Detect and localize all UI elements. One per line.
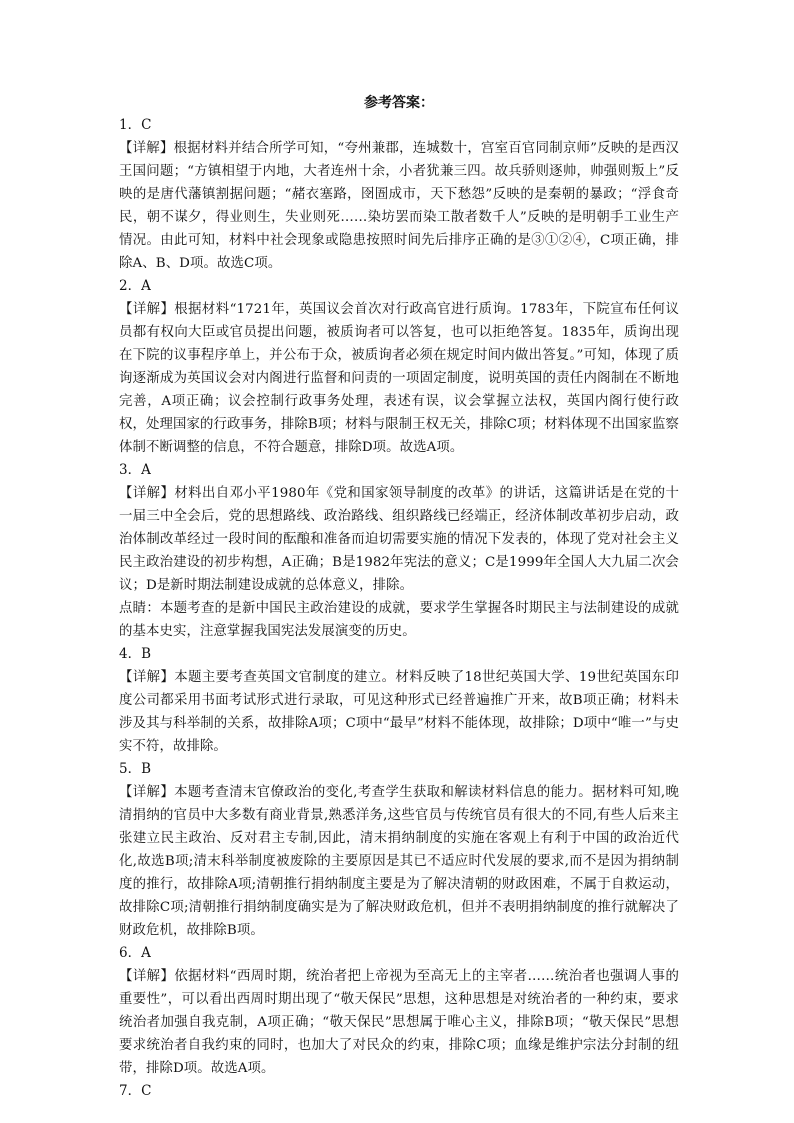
answer-item [119, 758, 679, 942]
answer-number: 1．C [119, 117, 152, 133]
answer-number: 6．A [119, 945, 151, 961]
answer-page [119, 92, 679, 1103]
answer-number: 5．B [119, 761, 152, 777]
answer-item [119, 1080, 679, 1103]
answer-number: 4．B [119, 646, 152, 662]
explanation-paragraph: 【详解】本题主要考查英国文官制度的建立。材料反映了18世纪英国大学、19世纪英国东印度公司都采用书面考试形式进行录取，可见这种形式已经普遍推广开来，故B项正确；材料未涉及其与科举制的关系，故排除A项；C项中“最早”材料不能体现，故排除；D项中“唯一”与史实不符，故排除。 [119, 670, 679, 754]
explanation-paragraph: 【详解】材料出自邓小平1980年《党和国家领导制度的改革》的讲话，这篇讲话是在党的十一届三中全会后，党的思想路线、政治路线、组织路线已经端正，经济体制改革初步启动，政治体制改革经过一段时间的酝酿和准备而迫切需要实施的情况下发表的，体现了党对社会主义民主政治建设的初步构想，A正确；B是1982年宪法的意义；C是1999年全国人大九届二次会议；D是新时期法制建设成就的总体意义，排除。 [119, 486, 679, 593]
page-title: 参考答案： [364, 95, 434, 111]
explanation-paragraph: 【详解】根据材料“1721年，英国议会首次对行政高官进行质询。1783年，下院宣布任何议员都有权向大臣或官员提出问题，被质询者可以答复，也可以拒绝答复。1835年，质询出现在下院的议事程序单上，并公布于众，被质询者必须在规定时间内做出答复。”可知，体现了质询逐渐成为英国议会对内阁进行监督和问责的一项固定制度，说明英国的责任内阁制在不断地完善，A项正确；议会控制行政事务处理，表述有误，议会掌握立法权，英国内阁行使行政权，处理国家的行政事务，排除B项；材料与限制王权无关，排除C项；材料体现不出国家监察体制不断调整的信息，不符合题意，排除D项。故选A项。 [119, 302, 679, 455]
answer-item [119, 275, 679, 459]
answer-number: 7．C [119, 1083, 152, 1099]
answer-item [119, 459, 679, 643]
explanation-paragraph: 【详解】本题考查清末官僚政治的变化,考查学生获取和解读材料信息的能力。据材料可知,晚清捐纳的官员中大多数有商业背景,熟悉洋务,这些官员与传统官员有很大的不同,有些人后来主张建立民主政治、反对君主专制,因此，清末捐纳制度的实施在客观上有利于中国的政治近代化,故选B项;清末科举制度被废除的主要原因是其已不适应时代发展的要求,而不是因为捐纳制度的推行，故排除A项;清朝推行捐纳制度主要是为了解决清朝的财政困难，不属于自救运动，故排除C项;清朝推行捐纳制度确实是为了解决财政危机，但并不表明捐纳制度的推行就解决了财政危机，故排除B项。 [119, 785, 679, 938]
explanation-paragraph: 点睛：本题考查的是新中国民主政治建设的成就，要求学生掌握各时期民主与法制建设的成就的基本史实，注意掌握我国宪法发展演变的历史。 [119, 601, 679, 639]
answer-item [119, 643, 679, 758]
answer-number: 3．A [119, 462, 151, 478]
answer-item [119, 942, 679, 1080]
explanation-paragraph: 【详解】依据材料“西周时期，统治者把上帝视为至高无上的主宰者……统治者也强调人事的重要性”，可以看出西周时期出现了“敬天保民”思想，这种思想是对统治者的一种约束，要求统治者加强自我克制，A项正确；“敬天保民”思想属于唯心主义，排除B项；“敬天保民”思想要求统治者自我约束的同时，也加大了对民众的约束，排除C项；血缘是维护宗法分封制的纽带，排除D项。故选A项。 [119, 969, 679, 1076]
answer-number: 2．A [119, 278, 151, 294]
answer-item [119, 114, 679, 275]
answer-list [119, 114, 679, 1103]
explanation-paragraph: 【详解】根据材料并结合所学可知，“夸州兼郡，连城数十，宫室百官同制京师”反映的是西汉王国问题；“方镇相望于内地，大者连州十余，小者犹兼三四。故兵骄则逐帅，帅强则叛上”反映的是唐代藩镇割据问题；“赭衣塞路，囹圄成市，天下愁怨”反映的是秦朝的暴政；“浮食奇民，朝不谋夕，得业则生，失业则死……染坊罢而染工散者数千人”反映的是明朝手工业生产情况。由此可知，材料中社会现象或隐患按照时间先后排序正确的是③①②④，C项正确，排除A、B、D项。故选C项。 [119, 141, 679, 271]
